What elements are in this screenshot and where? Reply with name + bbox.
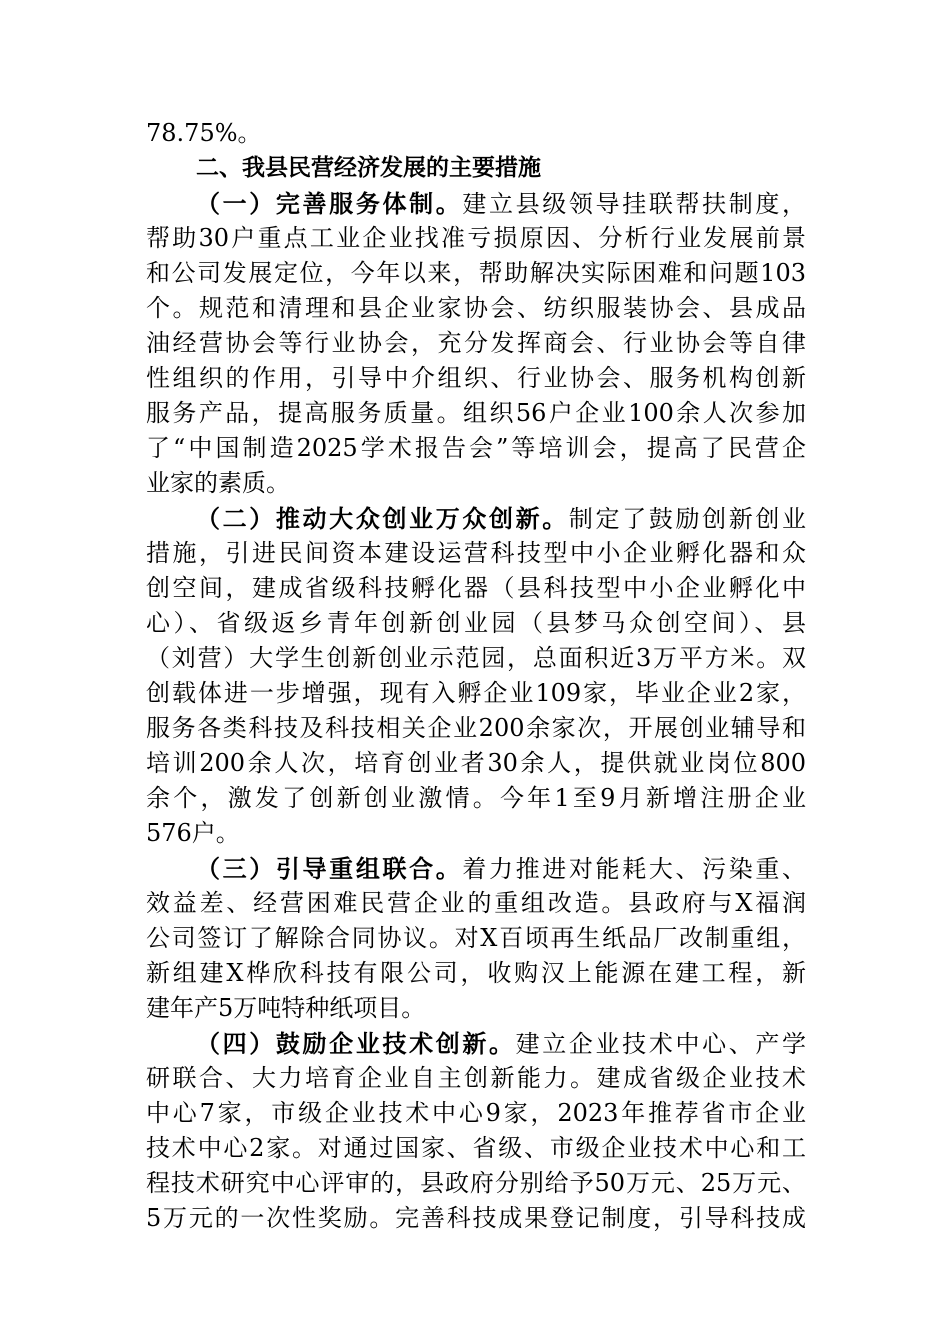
text-line	[146, 606, 806, 641]
line-text: 制定了鼓励创新创业	[568, 505, 807, 533]
line-text: 了“中国制造2025学术报告会”等培训会，提高了民营企	[146, 434, 806, 462]
text-line	[146, 676, 806, 711]
text-line	[146, 361, 806, 396]
text-line	[146, 921, 806, 956]
line-text: 余个，激发了创新创业激情。今年1至9月新增注册企业	[146, 784, 806, 812]
line-text: 新组建X桦欣科技有限公司，收购汉上能源在建工程，新	[146, 959, 806, 987]
section-heading	[146, 151, 806, 186]
line-text: 程技术研究中心评审的，县政府分别给予50万元、25万元、	[146, 1169, 806, 1197]
subsection-title: （一）完善服务体制。	[196, 189, 463, 218]
line-text: 576户。	[146, 819, 240, 847]
line-text: 5万元的一次性奖励。完善科技成果登记制度，引导科技成	[146, 1204, 806, 1232]
line-text: 油经营协会等行业协会，充分发挥商会、行业协会等自律	[146, 329, 806, 357]
subsection-title: （二）推动大众创业万众创新。	[196, 504, 569, 533]
line-text: 心）、省级返乡青年创新创业园（县梦马众创空间）、县	[146, 609, 806, 637]
line-text: 和公司发展定位，今年以来，帮助解决实际困难和问题103	[146, 259, 806, 287]
text-line	[146, 816, 806, 851]
text-line	[146, 886, 806, 921]
text-line	[146, 256, 806, 291]
line-text: 效益差、经营困难民营企业的重组改造。县政府与X福润	[146, 889, 806, 917]
line-text: 着力推进对能耗大、污染重、	[462, 855, 807, 883]
line-text: 帮助30户重点工业企业找准亏损原因、分析行业发展前景	[146, 224, 806, 252]
subsection-title: （三）引导重组联合。	[196, 854, 463, 883]
subsection-title: （四）鼓励企业技术创新。	[196, 1029, 516, 1058]
line-text: 创空间，建成省级科技孵化器（县科技型中小企业孵化中	[146, 574, 806, 602]
text-line	[146, 396, 806, 431]
text-line	[146, 991, 806, 1026]
text-line	[146, 116, 806, 151]
line-text: （刘营）大学生创新创业示范园，总面积近3万平方米。双	[146, 644, 806, 672]
line-text: 业家的素质。	[146, 469, 290, 497]
text-line	[146, 1061, 806, 1096]
text-line	[146, 851, 806, 886]
line-text: 服务产品，提高服务质量。组织56户企业100余人次参加	[146, 399, 806, 427]
line-text: 服务各类科技及科技相关企业200余家次，开展创业辅导和	[146, 714, 806, 742]
line-text: 78.75%。	[146, 119, 262, 147]
line-text: 培训200余人次，培育创业者30余人，提供就业岗位800	[146, 749, 806, 777]
text-line	[146, 746, 806, 781]
line-text: 中心7家，市级企业技术中心9家，2023年推荐省市企业	[146, 1099, 806, 1127]
line-text: 技术中心2家。对通过国家、省级、市级企业技术中心和工	[146, 1134, 806, 1162]
line-text: 研联合、大力培育企业自主创新能力。建成省级企业技术	[146, 1064, 806, 1092]
document-body	[146, 116, 806, 1236]
text-line	[146, 711, 806, 746]
text-line	[146, 1026, 806, 1061]
text-line	[146, 221, 806, 256]
text-line	[146, 326, 806, 361]
text-line	[146, 1166, 806, 1201]
text-line	[146, 571, 806, 606]
text-line	[146, 291, 806, 326]
text-line	[146, 186, 806, 221]
line-text: 性组织的作用，引导中介组织、行业协会、服务机构创新	[146, 364, 806, 392]
line-text: 创载体进一步增强，现有入孵企业109家，毕业企业2家，	[146, 679, 806, 707]
text-line	[146, 641, 806, 676]
text-line	[146, 781, 806, 816]
text-line	[146, 956, 806, 991]
line-text: 二、我县民营经济发展的主要措施	[196, 155, 541, 181]
text-line	[146, 501, 806, 536]
text-line	[146, 1131, 806, 1166]
line-text: 建年产5万吨特种纸项目。	[146, 994, 426, 1022]
text-line	[146, 1201, 806, 1236]
line-text: 个。规范和清理和县企业家协会、纺织服装协会、县成品	[146, 294, 806, 322]
text-line	[146, 536, 806, 571]
line-text: 建立县级领导挂联帮扶制度，	[462, 190, 807, 218]
line-text: 公司签订了解除合同协议。对X百顷再生纸品厂改制重组，	[146, 924, 806, 952]
line-text: 措施，引进民间资本建设运营科技型中小企业孵化器和众	[146, 539, 806, 567]
text-line	[146, 466, 806, 501]
line-text: 建立企业技术中心、产学	[515, 1030, 807, 1058]
text-line	[146, 1096, 806, 1131]
text-line	[146, 431, 806, 466]
